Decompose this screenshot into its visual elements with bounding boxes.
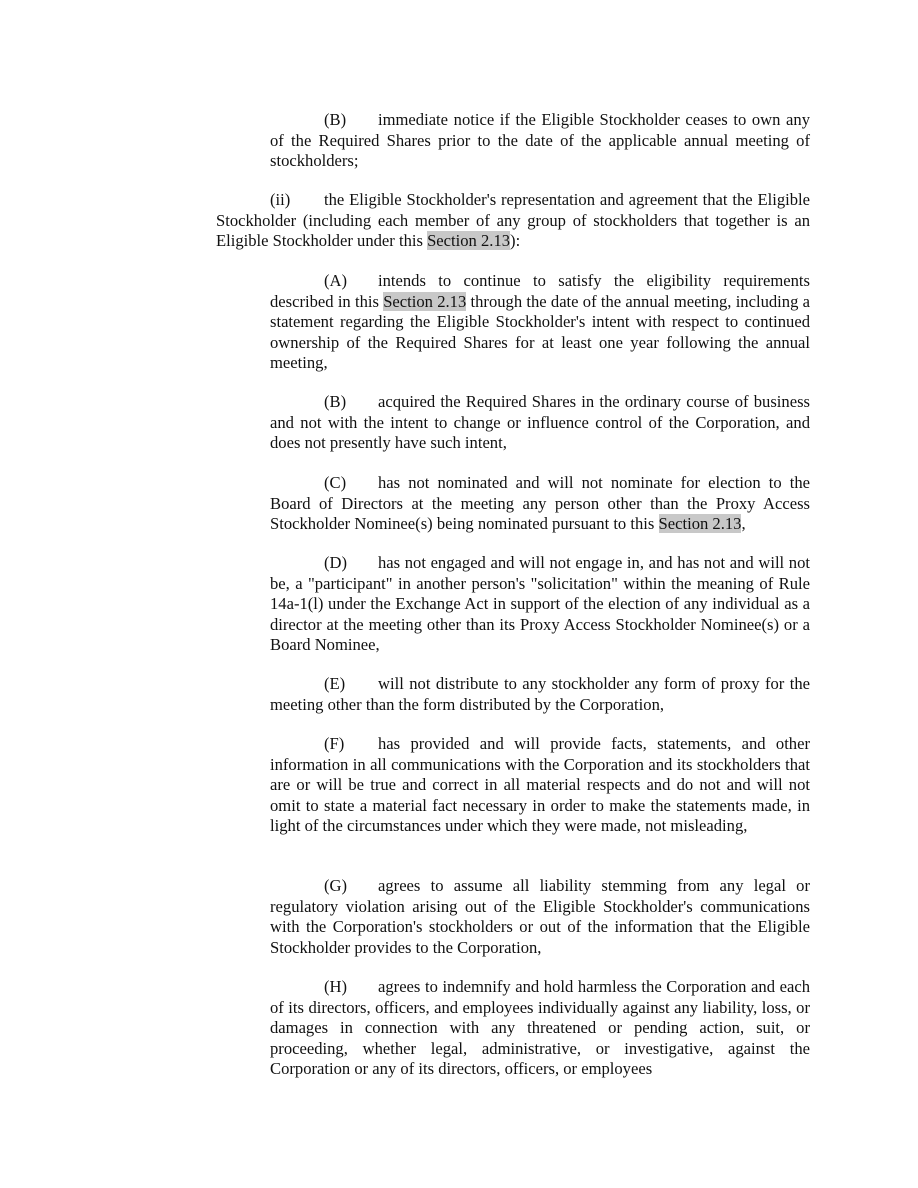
clause-h-indemnify (270, 977, 810, 1080)
clause-text: immediate notice if the Eligible Stockholder ceases to own any of the Required Shares prior to the date of the applicable annual meeting of stockholders; (270, 110, 810, 170)
section-cross-reference[interactable]: Section 2.13 (658, 514, 742, 533)
clause-marker: (B) (324, 110, 347, 129)
clause-g-liability (270, 876, 810, 958)
clause-text-end: through the date of the annual meeting, including a statement regarding the Eligible Stockholder's intent with respect to continued ownership of the Required Shares for at least one year following the annual meeting, (270, 291, 810, 372)
section-cross-reference[interactable]: Section 2.13 (427, 231, 511, 250)
clause-text: intends to continue to satisfy the eligibility requirements described in this (270, 271, 810, 311)
clause-marker: (E) (324, 674, 346, 693)
clause-marker: (ii) (270, 190, 291, 209)
clause-text: will not distribute to any stockholder any form of proxy for the meeting other than the form distributed by the Corporation, (270, 674, 810, 714)
clause-text: has not nominated and will not nominate for election to the Board of Directors at the meeting any person other than the Proxy Access Stockholder Nominee(s) being nominated pursuant to this (270, 473, 810, 533)
clause-marker: (H) (324, 977, 348, 996)
clause-b-notice (270, 110, 810, 172)
clause-marker: (C) (324, 473, 347, 492)
clause-text-end: ): (510, 231, 521, 250)
clause-f-communications (270, 734, 810, 837)
clause-marker: (B) (324, 392, 347, 411)
clause-c-nomination (270, 473, 810, 535)
clause-text-end: , (741, 514, 746, 533)
clause-marker: (F) (324, 734, 345, 753)
clause-d-solicitation (270, 553, 810, 656)
clause-b-acquired (270, 392, 810, 454)
clause-text: has not engaged and will not engage in, and has not and will not be, a "participant" in another person's "solicitation" within the meaning of Rule 14a-1(l) under the Exchange Act in support of the election of any individual as a director at the meeting other than its Proxy Access Stockholder Nominee(s) or a Board Nominee, (270, 553, 810, 654)
clause-text: agrees to indemnify and hold harmless the Corporation and each of its directors, officers, and employees individually against any liability, loss, or damages in connection with any threatened or pending action, suit, or proceeding, whether legal, administrative, or investigative, against the Corporation or any of its directors, officers, or employees (270, 977, 810, 1078)
clause-text: agrees to assume all liability stemming from any legal or regulatory violation arising out of the Eligible Stockholder's communications with the Corporation's stockholders or out of the information that the Eligible Stockholder provides to the Corporation, (270, 876, 810, 957)
clause-ii-representation (216, 190, 810, 252)
clause-text: the Eligible Stockholder's representation and agreement that the Eligible Stockholder (including each member of any group of stockholders that together is an Eligible Stockholder under this (216, 190, 810, 250)
clause-e-proxy-form (270, 674, 810, 715)
clause-text: has provided and will provide facts, statements, and other information in all communications with the Corporation and its stockholders that are or will be true and correct in all material respects and do not and will not omit to state a material fact necessary in order to make the statements made, in light of the circumstances under which they were made, not misleading, (270, 734, 810, 835)
clause-marker: (A) (324, 271, 348, 290)
clause-marker: (G) (324, 876, 348, 895)
section-cross-reference[interactable]: Section 2.13 (383, 291, 467, 311)
clause-a-eligibility (270, 271, 810, 374)
clause-text: acquired the Required Shares in the ordinary course of business and not with the intent to change or influence control of the Corporation, and does not presently have such intent, (270, 392, 810, 452)
clause-marker: (D) (324, 553, 348, 572)
